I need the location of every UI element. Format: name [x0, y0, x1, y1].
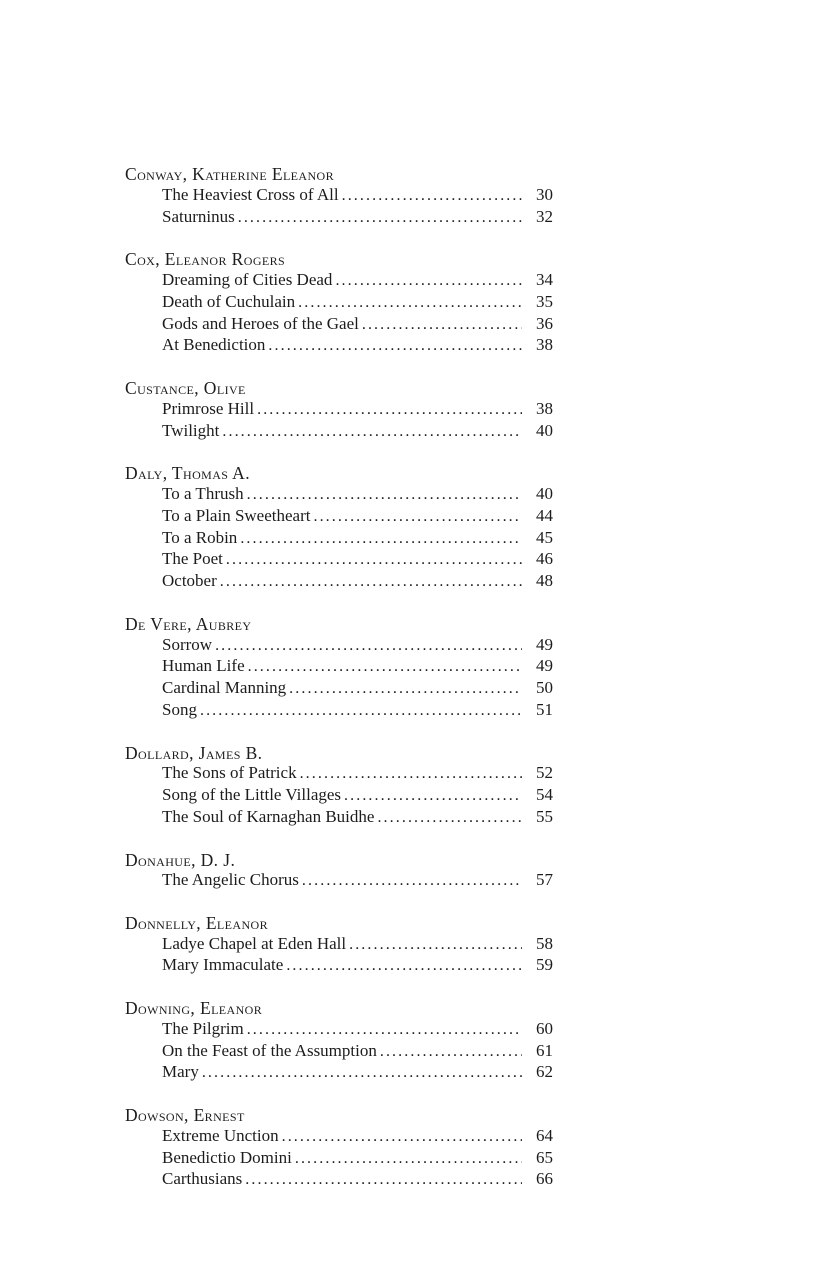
page-number: 60	[536, 1018, 553, 1038]
dot-leader	[349, 934, 522, 956]
toc-entry	[125, 506, 553, 528]
poem-title: Carthusians	[162, 1169, 243, 1189]
author-heading: Downing, Eleanor	[125, 998, 263, 1019]
toc-entry	[125, 1126, 553, 1148]
toc-entry	[125, 292, 553, 314]
dot-leader	[202, 1062, 522, 1084]
dot-leader	[286, 955, 522, 977]
poem-title: Human Life	[162, 656, 245, 676]
toc-entry	[125, 421, 553, 443]
poem-title: The Sons of Patrick	[162, 763, 297, 783]
toc-entry	[125, 314, 553, 336]
author-heading: Conway, Katherine Eleanor	[125, 164, 335, 184]
author-heading: Daly, Thomas A.	[125, 463, 250, 484]
author-heading: Dowson, Ernest	[125, 1105, 245, 1126]
dot-leader	[245, 1169, 522, 1191]
toc-entry	[125, 399, 553, 421]
toc-entry	[125, 571, 553, 593]
dot-leader	[215, 635, 522, 657]
poem-title: To a Robin	[162, 527, 238, 547]
poem-title: Twilight	[162, 420, 220, 440]
dot-leader	[240, 528, 522, 550]
poem-title: Sorrow	[162, 634, 213, 654]
poem-title: Mary Immaculate	[162, 955, 284, 975]
page-number: 49	[536, 634, 553, 654]
author-section	[125, 1105, 553, 1191]
toc-entry	[125, 185, 553, 207]
page-number: 48	[536, 571, 553, 591]
dot-leader	[380, 1041, 522, 1063]
poem-title: Song of the Little Villages	[162, 785, 342, 805]
page-number: 38	[536, 398, 553, 418]
toc-entry	[125, 700, 553, 722]
page-number: 45	[536, 527, 553, 547]
dot-leader	[295, 1148, 522, 1170]
poem-title: The Poet	[162, 549, 223, 569]
poem-title: On the Feast of the Assumption	[162, 1040, 377, 1060]
toc-entry	[125, 528, 553, 550]
poem-title: Saturninus	[162, 206, 235, 226]
toc-entry	[125, 678, 553, 700]
author-heading: Donnelly, Eleanor	[125, 912, 268, 933]
poem-title: Gods and Heroes of the Gael	[162, 313, 359, 333]
page-number: 64	[536, 1125, 553, 1145]
page-number: 34	[536, 269, 553, 289]
dot-leader	[268, 335, 522, 357]
toc-entry	[125, 270, 553, 292]
toc-entry	[125, 807, 553, 829]
poem-title: The Heaviest Cross of All	[162, 184, 339, 204]
table-of-contents	[125, 164, 553, 1191]
dot-leader	[313, 506, 522, 528]
dot-leader	[220, 571, 522, 593]
poem-title: At Benediction	[162, 335, 266, 355]
poem-title: Song	[162, 699, 197, 719]
toc-entry	[125, 1019, 553, 1041]
author-section	[125, 998, 553, 1084]
dot-leader	[247, 484, 522, 506]
author-section	[125, 614, 553, 722]
author-heading: Dollard, James B.	[125, 742, 263, 763]
dot-leader	[282, 1126, 522, 1148]
page-number: 65	[536, 1147, 553, 1167]
dot-leader	[238, 207, 522, 229]
poem-title: The Pilgrim	[162, 1018, 244, 1038]
dot-leader	[302, 870, 522, 892]
author-heading: Donahue, D. J.	[125, 849, 236, 870]
poem-title: Dreaming of Cities Dead	[162, 269, 333, 289]
poem-title: Extreme Unction	[162, 1125, 279, 1145]
page-number: 51	[536, 699, 553, 719]
dot-leader	[257, 399, 522, 421]
page-number: 36	[536, 313, 553, 333]
dot-leader	[300, 763, 522, 785]
page-number: 58	[536, 933, 553, 953]
poem-title: October	[162, 571, 217, 591]
author-section	[125, 378, 553, 442]
toc-entry	[125, 1062, 553, 1084]
page-number: 50	[536, 678, 553, 698]
poem-title: To a Plain Sweetheart	[162, 505, 311, 525]
dot-leader	[362, 314, 522, 336]
author-heading: Cox, Eleanor Rogers	[125, 249, 286, 270]
page-number: 54	[536, 785, 553, 805]
poem-title: The Soul of Karnaghan Buidhe	[162, 806, 375, 826]
poem-title: Mary	[162, 1062, 199, 1082]
page-number: 66	[536, 1169, 553, 1189]
toc-entry	[125, 955, 553, 977]
toc-entry	[125, 934, 553, 956]
dot-leader	[342, 185, 522, 207]
toc-entry	[125, 870, 553, 892]
poem-title: To a Thrush	[162, 483, 244, 503]
toc-entry	[125, 763, 553, 785]
dot-leader	[248, 656, 522, 678]
dot-leader	[226, 549, 522, 571]
page-number: 32	[536, 206, 553, 226]
dot-leader	[222, 421, 522, 443]
page-number: 61	[536, 1040, 553, 1060]
page-number: 38	[536, 335, 553, 355]
dot-leader	[247, 1019, 522, 1041]
dot-leader	[289, 678, 522, 700]
poem-title: Cardinal Manning	[162, 678, 287, 698]
toc-entry	[125, 549, 553, 571]
poem-title: Ladye Chapel at Eden Hall	[162, 933, 347, 953]
dot-leader	[200, 700, 522, 722]
poem-title: The Angelic Chorus	[162, 870, 299, 890]
toc-entry	[125, 335, 553, 357]
toc-entry	[125, 1041, 553, 1063]
author-heading: De Vere, Aubrey	[125, 613, 252, 634]
page-number: 62	[536, 1062, 553, 1082]
page-number: 55	[536, 806, 553, 826]
toc-entry	[125, 484, 553, 506]
dot-leader	[344, 785, 522, 807]
page-number: 46	[536, 549, 553, 569]
page-number: 44	[536, 505, 553, 525]
page-number: 52	[536, 763, 553, 783]
author-section	[125, 850, 553, 893]
page-number: 59	[536, 955, 553, 975]
poem-title: Death of Cuchulain	[162, 291, 296, 311]
dot-leader	[335, 270, 522, 292]
page-number: 30	[536, 184, 553, 204]
author-heading: Custance, Olive	[125, 377, 246, 398]
author-section	[125, 463, 553, 593]
toc-entry	[125, 1169, 553, 1191]
toc-entry	[125, 635, 553, 657]
dot-leader	[298, 292, 522, 314]
page-number: 49	[536, 656, 553, 676]
page-number: 40	[536, 420, 553, 440]
author-section	[125, 164, 553, 228]
page-number: 57	[536, 870, 553, 890]
page-number: 40	[536, 483, 553, 503]
page-number: 35	[536, 291, 553, 311]
poem-title: Primrose Hill	[162, 398, 255, 418]
author-section	[125, 249, 553, 357]
toc-entry	[125, 785, 553, 807]
author-section	[125, 913, 553, 977]
toc-entry	[125, 207, 553, 229]
toc-entry	[125, 1148, 553, 1170]
toc-entry	[125, 656, 553, 678]
author-section	[125, 743, 553, 829]
poem-title: Benedictio Domini	[162, 1147, 292, 1167]
dot-leader	[377, 807, 522, 829]
